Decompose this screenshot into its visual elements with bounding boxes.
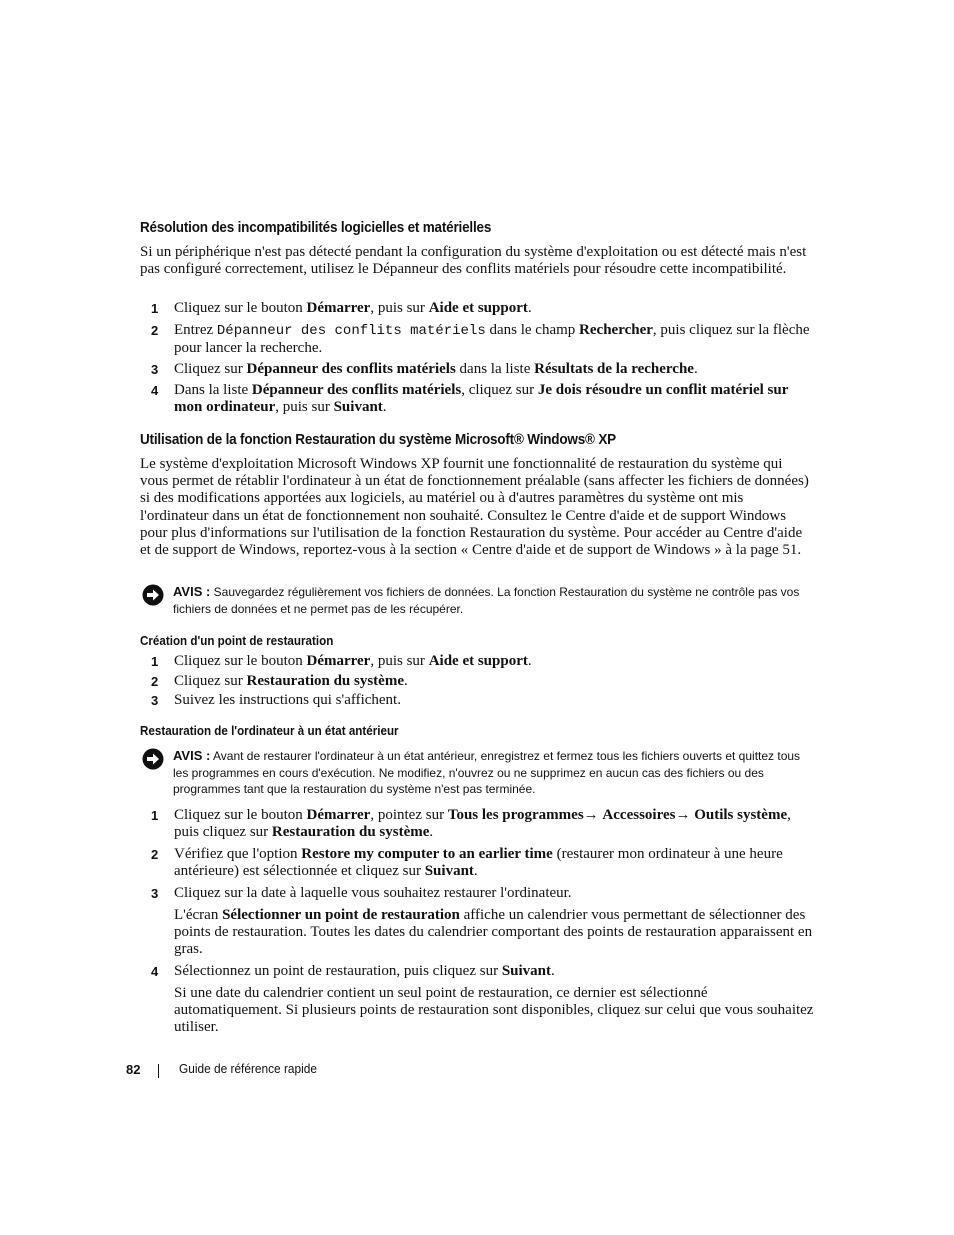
subsection-title-creation: Création d'un point de restauration [140,634,334,648]
step-number: 1 [151,301,159,316]
subsection-title-restauration-anterieur: Restauration de l'ordinateur à un état antérieur [140,724,399,738]
notice-arrow-icon [142,748,164,770]
step-continuation: L'écran Sélectionner un point de restauration affiche un calendrier vous permettant de sélectionner des points de restauration. Toutes les dates du calendrier comportant des points de restauration apparaissent en gras. [174,907,813,958]
step-number: 4 [151,383,159,398]
menu-arrow-icon: → [675,807,691,823]
footer-title: Guide de référence rapide [179,1062,317,1076]
step-text: Cliquez sur Dépanneur des conflits matériels dans la liste Résultats de la recherche. [174,361,698,377]
step-text: Cliquez sur le bouton Démarrer, puis sur Aide et support. [174,653,532,669]
section-title-restauration: Utilisation de la fonction Restauration du système Microsoft® Windows® XP [140,432,616,448]
list-item [140,692,812,709]
step-text: Sélectionnez un point de restauration, puis cliquez sur Suivant. [174,963,555,979]
page-number: 82 [126,1062,141,1077]
step-text: Suivez les instructions qui s'affichent. [174,692,401,708]
section-intro-restauration: Le système d'exploitation Microsoft Windows XP fournit une fonctionnalité de restauration du système qui vous permet de rétablir l'ordinateur à un état de fonctionnement préalable (sans affecter les fichiers de données) si des modifications apportées aux logiciels, au matériel ou à d'autres paramètres du système ont mis l'ordinateur dans un état de fonctionnement non souhaité. Consultez le Centre d'aide et de support Windows pour plus d'informations sur l'utilisation de la fonction Restauration du système. Pour accéder au Centre d'aide et de support de Windows, reportez-vous à la section « Centre d'aide et de support de Windows » à la page 51. [140,456,809,559]
step-text: Cliquez sur la date à laquelle vous souhaitez restaurer l'ordinateur. [174,885,572,901]
notice-block [140,584,812,617]
step-text: Cliquez sur le bouton Démarrer, puis sur Aide et support. [174,300,532,316]
section-title-incompatibilites: Résolution des incompatibilités logicielles et matérielles [140,220,492,236]
code-text: Dépanneur des conflits matériels [216,323,486,339]
step-number: 2 [151,674,159,689]
step-number: 3 [151,693,159,708]
step-number: 4 [151,964,159,979]
notice-text: AVIS : Avant de restaurer l'ordinateur à un état antérieur, enregistrez et fermez tous les fichiers ouverts et quittez tous les programmes en cours d'exécution. Ne modifiez, n'ouvrez ou ne supprimez en aucun cas des fichiers ou des programmes tant que la restauration du système n'est pas terminée. [173,748,801,796]
list-item [140,963,812,980]
list-item [140,885,812,902]
list-item [140,300,812,317]
notice-text: AVIS : Sauvegardez régulièrement vos fichiers de données. La fonction Restauration du système ne contrôle pas vos fichiers de données et ne permet pas de les récupérer. [173,584,800,616]
step-continuation: Si une date du calendrier contient un seul point de restauration, ce dernier est sélectionné automatiquement. Si plusieurs points de restauration sont disponibles, cliquez sur celui que vous souhaitez utiliser. [174,985,814,1036]
step-number: 1 [151,654,159,669]
step-text: Cliquez sur Restauration du système. [174,673,408,689]
step-text: Vérifiez que l'option Restore my computer to an earlier time (restaurer mon ordinateur à une heure antérieure) est sélectionnée et cliquez sur Suivant. [174,846,783,880]
notice-arrow-icon [142,584,164,606]
list-item [140,653,812,670]
step-number: 3 [151,362,159,377]
step-text: Cliquez sur le bouton Démarrer, pointez sur Tous les programmes→ Accessoires→ Outils système, puis cliquez sur Restauration du système. [174,807,791,841]
list-item [140,361,812,378]
list-item [140,673,812,690]
menu-arrow-icon: → [583,807,599,823]
step-number: 2 [151,323,159,338]
notice-block [140,748,812,798]
section-intro-incompatibilites: Si un périphérique n'est pas détecté pendant la configuration du système d'exploitation ou est détecté mais n'est pas configuré correctement, utilisez le Dépanneur des conflits matériels pour résoudre cette incompatibilité. [140,244,807,278]
list-item [140,846,812,880]
footer-divider [158,1064,159,1078]
step-number: 1 [151,808,159,823]
step-text: Entrez Dépanneur des conflits matériels dans le champ Rechercher, puis cliquez sur la flèche pour lancer la recherche. [174,322,810,357]
list-item [140,322,812,357]
list-item [140,382,812,416]
step-text: Dans la liste Dépanneur des conflits matériels, cliquez sur Je dois résoudre un conflit matériel sur mon ordinateur, puis sur Suivant. [174,382,789,416]
step-number: 3 [151,886,159,901]
list-item [140,807,812,841]
step-number: 2 [151,847,159,862]
